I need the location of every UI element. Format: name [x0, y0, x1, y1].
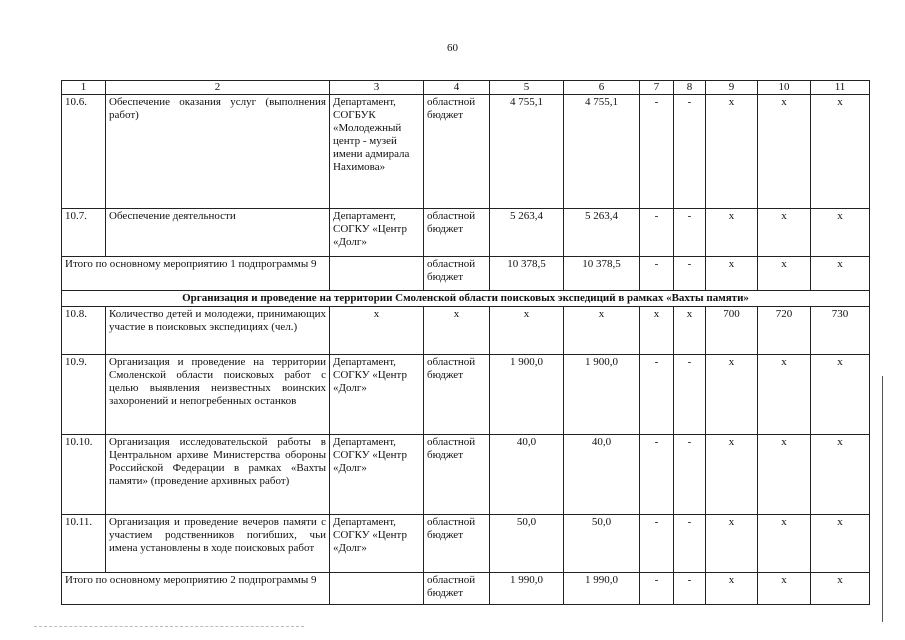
page-number: 60: [447, 42, 458, 54]
executor: Департамент, СОГКУ «Центр «Долг»: [330, 515, 424, 573]
column-number: 10: [758, 81, 811, 95]
indicator-year1: х: [706, 257, 758, 291]
amount-total: х: [490, 307, 564, 355]
amount-total: 1 900,0: [490, 355, 564, 435]
column-number: 7: [640, 81, 674, 95]
column-number: 11: [811, 81, 870, 95]
amount-year2: -: [640, 95, 674, 209]
amount-year3: -: [674, 95, 706, 209]
amount-year1: 5 263,4: [564, 209, 640, 257]
amount-year2: х: [640, 307, 674, 355]
amount-year2: -: [640, 209, 674, 257]
amount-total: 1 990,0: [490, 573, 564, 605]
executor: [330, 573, 424, 605]
indicator-year1: х: [706, 355, 758, 435]
executor: Департамент, СОГБУК «Молодежный центр - музей имени адмирала Нахимова»: [330, 95, 424, 209]
table-row: [62, 515, 870, 573]
total-row: [62, 573, 870, 605]
funding-source: областной бюджет: [424, 209, 490, 257]
column-number: 3: [330, 81, 424, 95]
amount-year2: -: [640, 355, 674, 435]
funding-source: областной бюджет: [424, 95, 490, 209]
amount-year3: -: [674, 355, 706, 435]
amount-year1: 4 755,1: [564, 95, 640, 209]
amount-year2: -: [640, 573, 674, 605]
indicator-year3: х: [811, 515, 870, 573]
amount-year3: -: [674, 257, 706, 291]
indicator-year2: х: [758, 209, 811, 257]
footer-rule: [34, 626, 304, 627]
indicator-year3: х: [811, 435, 870, 515]
indicator-year3: х: [811, 95, 870, 209]
indicator-year3: х: [811, 209, 870, 257]
funding-source: х: [424, 307, 490, 355]
section-title: Организация и проведение на территории Смоленской области поисковых экспедиций в рамках «Вахты памяти»: [62, 291, 870, 307]
column-number: 8: [674, 81, 706, 95]
amount-total: 5 263,4: [490, 209, 564, 257]
amount-year2: -: [640, 515, 674, 573]
amount-year1: 40,0: [564, 435, 640, 515]
indicator-year3: х: [811, 573, 870, 605]
indicator-year2: х: [758, 435, 811, 515]
amount-year1: 1 990,0: [564, 573, 640, 605]
amount-year1: 10 378,5: [564, 257, 640, 291]
executor: Департамент, СОГКУ «Центр «Долг»: [330, 435, 424, 515]
activity-name: Обеспечение деятельности: [106, 209, 330, 257]
table-row: [62, 209, 870, 257]
table-row: [62, 435, 870, 515]
amount-year1: х: [564, 307, 640, 355]
indicator-year2: х: [758, 573, 811, 605]
executor: Департамент, СОГКУ «Центр «Долг»: [330, 209, 424, 257]
funding-source: областной бюджет: [424, 355, 490, 435]
table-row: [62, 307, 870, 355]
table-row: [62, 95, 870, 209]
amount-year2: -: [640, 435, 674, 515]
row-number: 10.9.: [62, 355, 106, 435]
indicator-year1: х: [706, 209, 758, 257]
executor: Департамент, СОГКУ «Центр «Долг»: [330, 355, 424, 435]
total-label: Итого по основному мероприятию 2 подпрограммы 9: [62, 573, 330, 605]
indicator-year1: 700: [706, 307, 758, 355]
amount-year3: -: [674, 435, 706, 515]
funding-source: областной бюджет: [424, 435, 490, 515]
indicator-year2: х: [758, 257, 811, 291]
indicator-year1: х: [706, 515, 758, 573]
column-number-row: [62, 81, 870, 95]
table-row: [62, 355, 870, 435]
amount-year1: 1 900,0: [564, 355, 640, 435]
amount-year3: х: [674, 307, 706, 355]
row-number: 10.6.: [62, 95, 106, 209]
funding-source: областной бюджет: [424, 515, 490, 573]
indicator-year3: х: [811, 257, 870, 291]
scan-edge-line: [882, 376, 883, 622]
section-row: [62, 291, 870, 307]
activity-name: Количество детей и молодежи, принимающих участие в поисковых экспедициях (чел.): [106, 307, 330, 355]
indicator-year1: х: [706, 573, 758, 605]
amount-total: 50,0: [490, 515, 564, 573]
amount-total: 10 378,5: [490, 257, 564, 291]
amount-total: 40,0: [490, 435, 564, 515]
activity-name: Организация исследовательской работы в Центральном архиве Министерства обороны Российской Федерации в рамках «Вахты памяти» (проведение архивных работ): [106, 435, 330, 515]
amount-year2: -: [640, 257, 674, 291]
row-number: 10.10.: [62, 435, 106, 515]
row-number: 10.8.: [62, 307, 106, 355]
indicator-year2: х: [758, 95, 811, 209]
total-label: Итого по основному мероприятию 1 подпрограммы 9: [62, 257, 330, 291]
amount-year3: -: [674, 573, 706, 605]
indicator-year2: х: [758, 355, 811, 435]
amount-year3: -: [674, 209, 706, 257]
column-number: 9: [706, 81, 758, 95]
amount-year3: -: [674, 515, 706, 573]
total-row: [62, 257, 870, 291]
amount-total: 4 755,1: [490, 95, 564, 209]
row-number: 10.11.: [62, 515, 106, 573]
amount-year1: 50,0: [564, 515, 640, 573]
column-number: 5: [490, 81, 564, 95]
column-number: 1: [62, 81, 106, 95]
funding-source: областной бюджет: [424, 257, 490, 291]
indicator-year3: х: [811, 355, 870, 435]
program-table: [61, 80, 870, 605]
activity-name: Обеспечение оказания услуг (выполнения работ): [106, 95, 330, 209]
indicator-year1: х: [706, 435, 758, 515]
indicator-year2: х: [758, 515, 811, 573]
funding-source: областной бюджет: [424, 573, 490, 605]
column-number: 4: [424, 81, 490, 95]
column-number: 6: [564, 81, 640, 95]
executor: [330, 257, 424, 291]
executor: х: [330, 307, 424, 355]
row-number: 10.7.: [62, 209, 106, 257]
activity-name: Организация и проведение вечеров памяти с участием родственников погибших, чьи имена установлены в ходе поисковых работ: [106, 515, 330, 573]
indicator-year1: х: [706, 95, 758, 209]
indicator-year2: 720: [758, 307, 811, 355]
indicator-year3: 730: [811, 307, 870, 355]
column-number: 2: [106, 81, 330, 95]
activity-name: Организация и проведение на территории Смоленской области поисковых работ с целью выявления неизвестных воинских захоронений и непогребенных останков: [106, 355, 330, 435]
